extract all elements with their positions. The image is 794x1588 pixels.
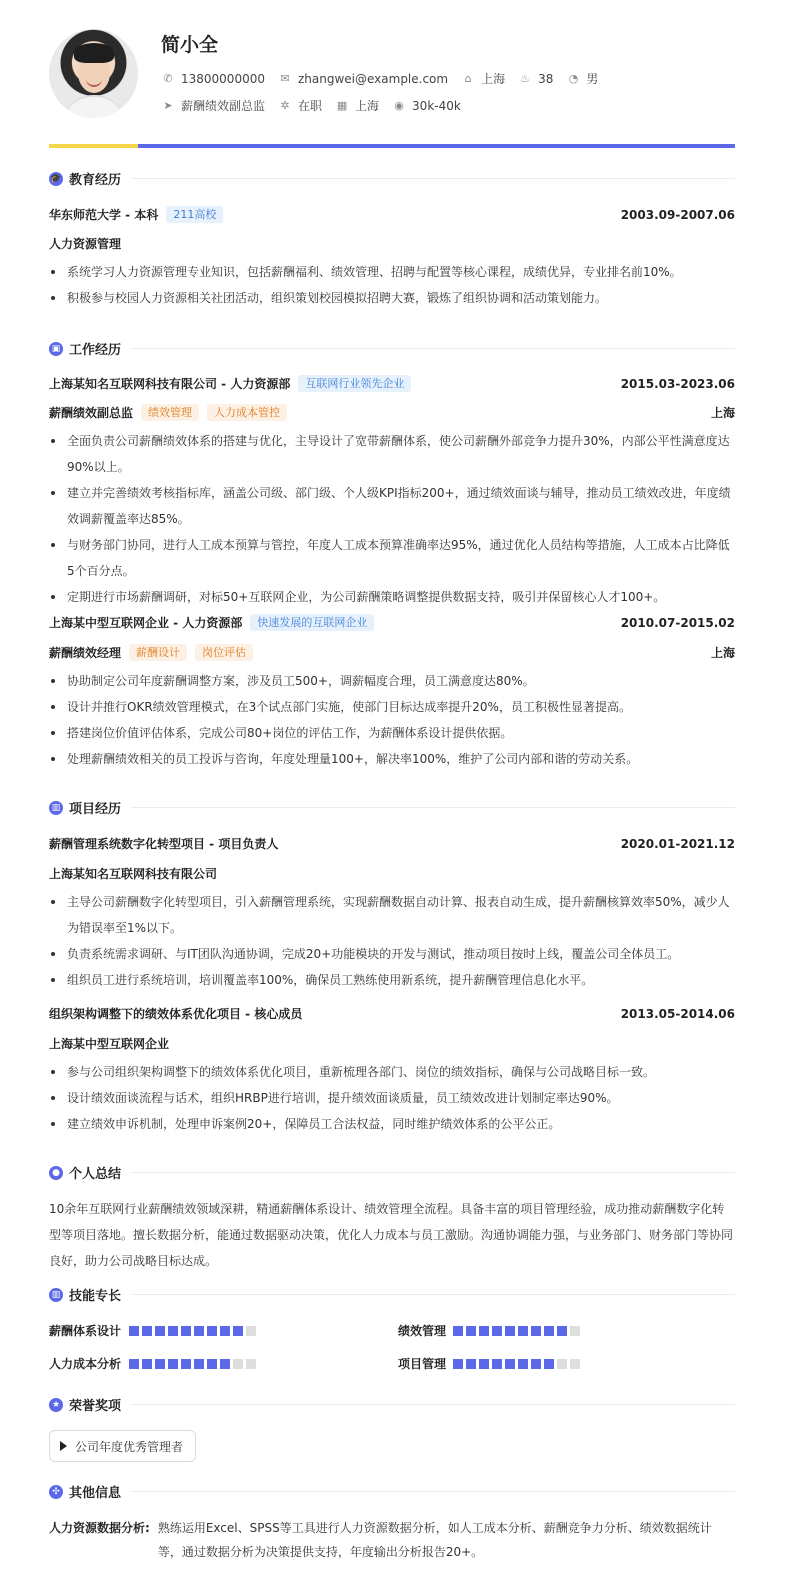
list-item: 负责系统需求调研、与IT团队沟通协调，完成20+功能模块的开发与测试，推动项目按时上线，覆盖公司全体员工。: [49, 941, 735, 967]
skill-tag: 岗位评估: [195, 644, 253, 661]
education-bullets: [49, 259, 735, 311]
skill-dot-filled: [466, 1326, 476, 1336]
skill-dot-filled: [233, 1326, 243, 1336]
skill-level: [453, 1326, 580, 1336]
user-icon: ●: [49, 1166, 63, 1180]
status-icon: ✲: [280, 98, 290, 112]
skill-item: 人力成本分析: [49, 1355, 256, 1372]
skill-level: [453, 1359, 580, 1369]
skill-dot-filled: [142, 1359, 152, 1369]
project-company: 上海某知名互联网科技有限公司: [49, 867, 218, 881]
skill-dot-filled: [453, 1326, 463, 1336]
skill-level: [129, 1359, 256, 1369]
salary-icon: ◉: [394, 98, 404, 112]
other-label: 人力资源数据分析:: [49, 1521, 150, 1535]
medal-icon: ★: [49, 1398, 63, 1412]
send-icon: ➤: [163, 98, 173, 112]
skill-dot-filled: [544, 1359, 554, 1369]
skill-dot-filled: [479, 1359, 489, 1369]
job-position: 薪酬绩效副总监 绩效管理 人力成本管控 上海: [49, 406, 735, 420]
list-item: 设计绩效面谈流程与话术，组织HRBP进行培训，提升绩效面谈质量，员工绩效改进计划制定率达90%。: [49, 1085, 735, 1111]
skill-dot-filled: [181, 1359, 191, 1369]
mail-icon: ✉: [280, 71, 290, 85]
list-item: 定期进行市场薪酬调研，对标50+互联网企业，为公司薪酬策略调整提供数据支持，吸引并保留核心人才100+。: [49, 584, 735, 610]
skill-item: 薪酬体系设计: [49, 1322, 256, 1339]
school-tag: 211高校: [166, 206, 223, 223]
award-item: 公司年度优秀管理者: [49, 1430, 196, 1462]
skill-dot-empty: [570, 1359, 580, 1369]
project-header: 组织架构调整下的绩效体系优化项目 - 核心成员 2013.05-2014.06: [49, 1006, 735, 1021]
gender: 男: [586, 72, 599, 86]
play-icon: [60, 1441, 67, 1451]
skill-dot-filled: [492, 1359, 502, 1369]
list-item: 处理薪酬绩效相关的员工投诉与咨询，年度处理量100+，解决率100%，维护了公司内部和谐的劳动关系。: [49, 746, 735, 772]
chart-icon: ▥: [49, 801, 63, 815]
intent-row: [162, 97, 475, 114]
skill-tag: 人力成本管控: [207, 404, 287, 421]
skill-dot-filled: [531, 1326, 541, 1336]
home-icon: ⌂: [464, 71, 472, 85]
skill-dot-filled: [492, 1326, 502, 1336]
job-bullets: [49, 428, 735, 610]
section-projects: ▥ 项目经历: [49, 798, 735, 817]
job-position: 薪酬绩效经理 薪酬设计 岗位评估 上海: [49, 646, 735, 660]
list-item: 积极参与校园人力资源相关社团活动，组织策划校园模拟招聘大赛，锻炼了组织协调和活动策划能力。: [49, 285, 735, 311]
company-tag: 互联网行业领先企业: [298, 375, 411, 392]
target-title: 薪酬绩效副总监: [181, 99, 266, 113]
section-education: 🎓 教育经历: [49, 169, 735, 188]
briefcase-icon: ▣: [49, 342, 63, 356]
skill-dot-filled: [129, 1326, 139, 1336]
summary-text: 10余年互联网行业薪酬绩效领域深耕，精通薪酬体系设计、绩效管理全流程。具备丰富的项目管理经验，成功推动薪酬数字化转型等项目落地。擅长数据分析，能通过数据驱动决策，优化人力成本与员工激励。沟通协调能力强，与业务部门、财务部门等协同良好，助力公司战略目标达成。: [49, 1202, 734, 1268]
skill-dot-filled: [155, 1326, 165, 1336]
education-header: [49, 206, 735, 223]
skill-dot-filled: [479, 1326, 489, 1336]
target-city: 上海: [355, 99, 380, 113]
school: 华东师范大学 - 本科: [49, 208, 159, 222]
skill-dot-filled: [207, 1359, 217, 1369]
skill-dot-filled: [505, 1359, 515, 1369]
list-item: 搭建岗位价值评估体系，完成公司80+岗位的评估工作，为薪酬体系设计提供依据。: [49, 720, 735, 746]
skill-dot-filled: [220, 1326, 230, 1336]
building-icon: ▦: [336, 98, 348, 112]
section-other: ✣ 其他信息: [49, 1482, 735, 1501]
bar-chart-icon: ▥: [49, 1288, 63, 1302]
list-item: 组织员工进行系统培训，培训覆盖率100%，确保员工熟练使用新系统，提升薪酬管理信息化水平。: [49, 967, 735, 993]
skill-dot-filled: [220, 1359, 230, 1369]
skill-item: 绩效管理: [398, 1322, 580, 1339]
section-awards: ★ 荣誉奖项: [49, 1395, 735, 1414]
cake-icon: ♨: [520, 71, 531, 85]
skill-dot-filled: [544, 1326, 554, 1336]
skill-dot-filled: [505, 1326, 515, 1336]
skill-dot-empty: [246, 1359, 256, 1369]
list-item: 主导公司薪酬数字化转型项目，引入薪酬管理系统，实现薪酬数据自动计算、报表自动生成，提升薪酬核算效率50%，减少人为错误率至1%以下。: [49, 889, 735, 941]
skill-item: 项目管理: [398, 1355, 580, 1372]
education-date: 2003.09-2007.06: [620, 207, 735, 222]
skill-dot-filled: [557, 1326, 567, 1336]
header-divider: [49, 144, 735, 148]
job-status: 在职: [298, 99, 323, 113]
section-work: ▣ 工作经历: [49, 339, 735, 358]
candidate-name: 简小全: [161, 34, 219, 56]
skill-dot-filled: [194, 1326, 204, 1336]
gender-icon: ◔: [568, 71, 579, 85]
skill-dot-empty: [233, 1359, 243, 1369]
skill-dot-filled: [168, 1359, 178, 1369]
skill-dot-filled: [194, 1359, 204, 1369]
skill-dot-filled: [453, 1359, 463, 1369]
age: 38: [538, 71, 554, 86]
skill-dot-filled: [518, 1359, 528, 1369]
list-item: 协助制定公司年度薪酬调整方案，涉及员工500+，调薪幅度合理，员工满意度达80%。: [49, 668, 735, 694]
skill-dot-filled: [531, 1359, 541, 1369]
skill-dot-filled: [129, 1359, 139, 1369]
salary: 30k-40k: [412, 98, 461, 113]
contact-row: [162, 70, 612, 87]
skill-dot-empty: [246, 1326, 256, 1336]
list-item: 参与公司组织架构调整下的绩效体系优化项目，重新梳理各部门、岗位的绩效指标，确保与公司战略目标一致。: [49, 1059, 735, 1085]
skill-level: [129, 1326, 256, 1336]
skill-dot-filled: [142, 1326, 152, 1336]
email: zhangwei@example.com: [297, 71, 449, 86]
skill-dot-filled: [168, 1326, 178, 1336]
list-item: 建立并完善绩效考核指标库，涵盖公司级、部门级、个人级KPI指标200+，通过绩效面谈与辅导，推动员工绩效改进，年度绩效调薪覆盖率达85%。: [49, 480, 735, 532]
skill-tag: 绩效管理: [141, 404, 199, 421]
list-item: 建立绩效申诉机制，处理申诉案例20+，保障员工合法权益，同时维护绩效体系的公平公正。: [49, 1111, 735, 1137]
phone: 13800000000: [181, 71, 265, 86]
skill-tag: 薪酬设计: [129, 644, 187, 661]
list-item: 设计并推行OKR绩效管理模式，在3个试点部门实施，使部门目标达成率提升20%，员工积极性显著提高。: [49, 694, 735, 720]
company-tag: 快速发展的互联网企业: [250, 614, 374, 631]
project-bullets: [49, 889, 735, 993]
project-company: 上海某中型互联网企业: [49, 1037, 170, 1051]
job-header: 上海某知名互联网科技有限公司 - 人力资源部 互联网行业领先企业 2015.03-2023.06: [49, 376, 735, 391]
grid-icon: ✣: [49, 1485, 63, 1499]
skill-dot-filled: [518, 1326, 528, 1336]
section-summary: ● 个人总结: [49, 1163, 735, 1182]
skill-dot-filled: [155, 1359, 165, 1369]
other-info: [49, 1516, 735, 1564]
avatar: [49, 29, 138, 118]
phone-icon: ✆: [163, 71, 173, 85]
skill-dot-filled: [466, 1359, 476, 1369]
list-item: 系统学习人力资源管理专业知识，包括薪酬福利、绩效管理、招聘与配置等核心课程，成绩优异，专业排名前10%。: [49, 259, 735, 285]
project-bullets: [49, 1059, 735, 1137]
list-item: 全面负责公司薪酬绩效体系的搭建与优化，主导设计了宽带薪酬体系，使公司薪酬外部竞争力提升30%，内部公平性满意度达90%以上。: [49, 428, 735, 480]
section-skills: ▥ 技能专长: [49, 1285, 735, 1304]
list-item: 与财务部门协同，进行人工成本预算与管控，年度人工成本预算准确率达95%，通过优化人员结构等措施，人工成本占比降低5个百分点。: [49, 532, 735, 584]
other-text: 熟练运用Excel、SPSS等工具进行人力资源数据分析，如人工成本分析、薪酬竞争力分析、绩效数据统计等，通过数据分析为决策提供支持，年度输出分析报告20+。: [157, 1521, 712, 1559]
skill-dot-empty: [570, 1326, 580, 1336]
project-header: 薪酬管理系统数字化转型项目 - 项目负责人 2020.01-2021.12: [49, 836, 735, 851]
job-bullets: [49, 668, 735, 772]
job-header: 上海某中型互联网企业 - 人力资源部 快速发展的互联网企业 2010.07-2015.02: [49, 615, 735, 630]
skill-dot-filled: [181, 1326, 191, 1336]
graduation-cap-icon: 🎓: [50, 173, 62, 184]
major: 人力资源管理: [49, 237, 122, 251]
skill-dot-empty: [557, 1359, 567, 1369]
city: 上海: [481, 72, 506, 86]
skill-dot-filled: [207, 1326, 217, 1336]
